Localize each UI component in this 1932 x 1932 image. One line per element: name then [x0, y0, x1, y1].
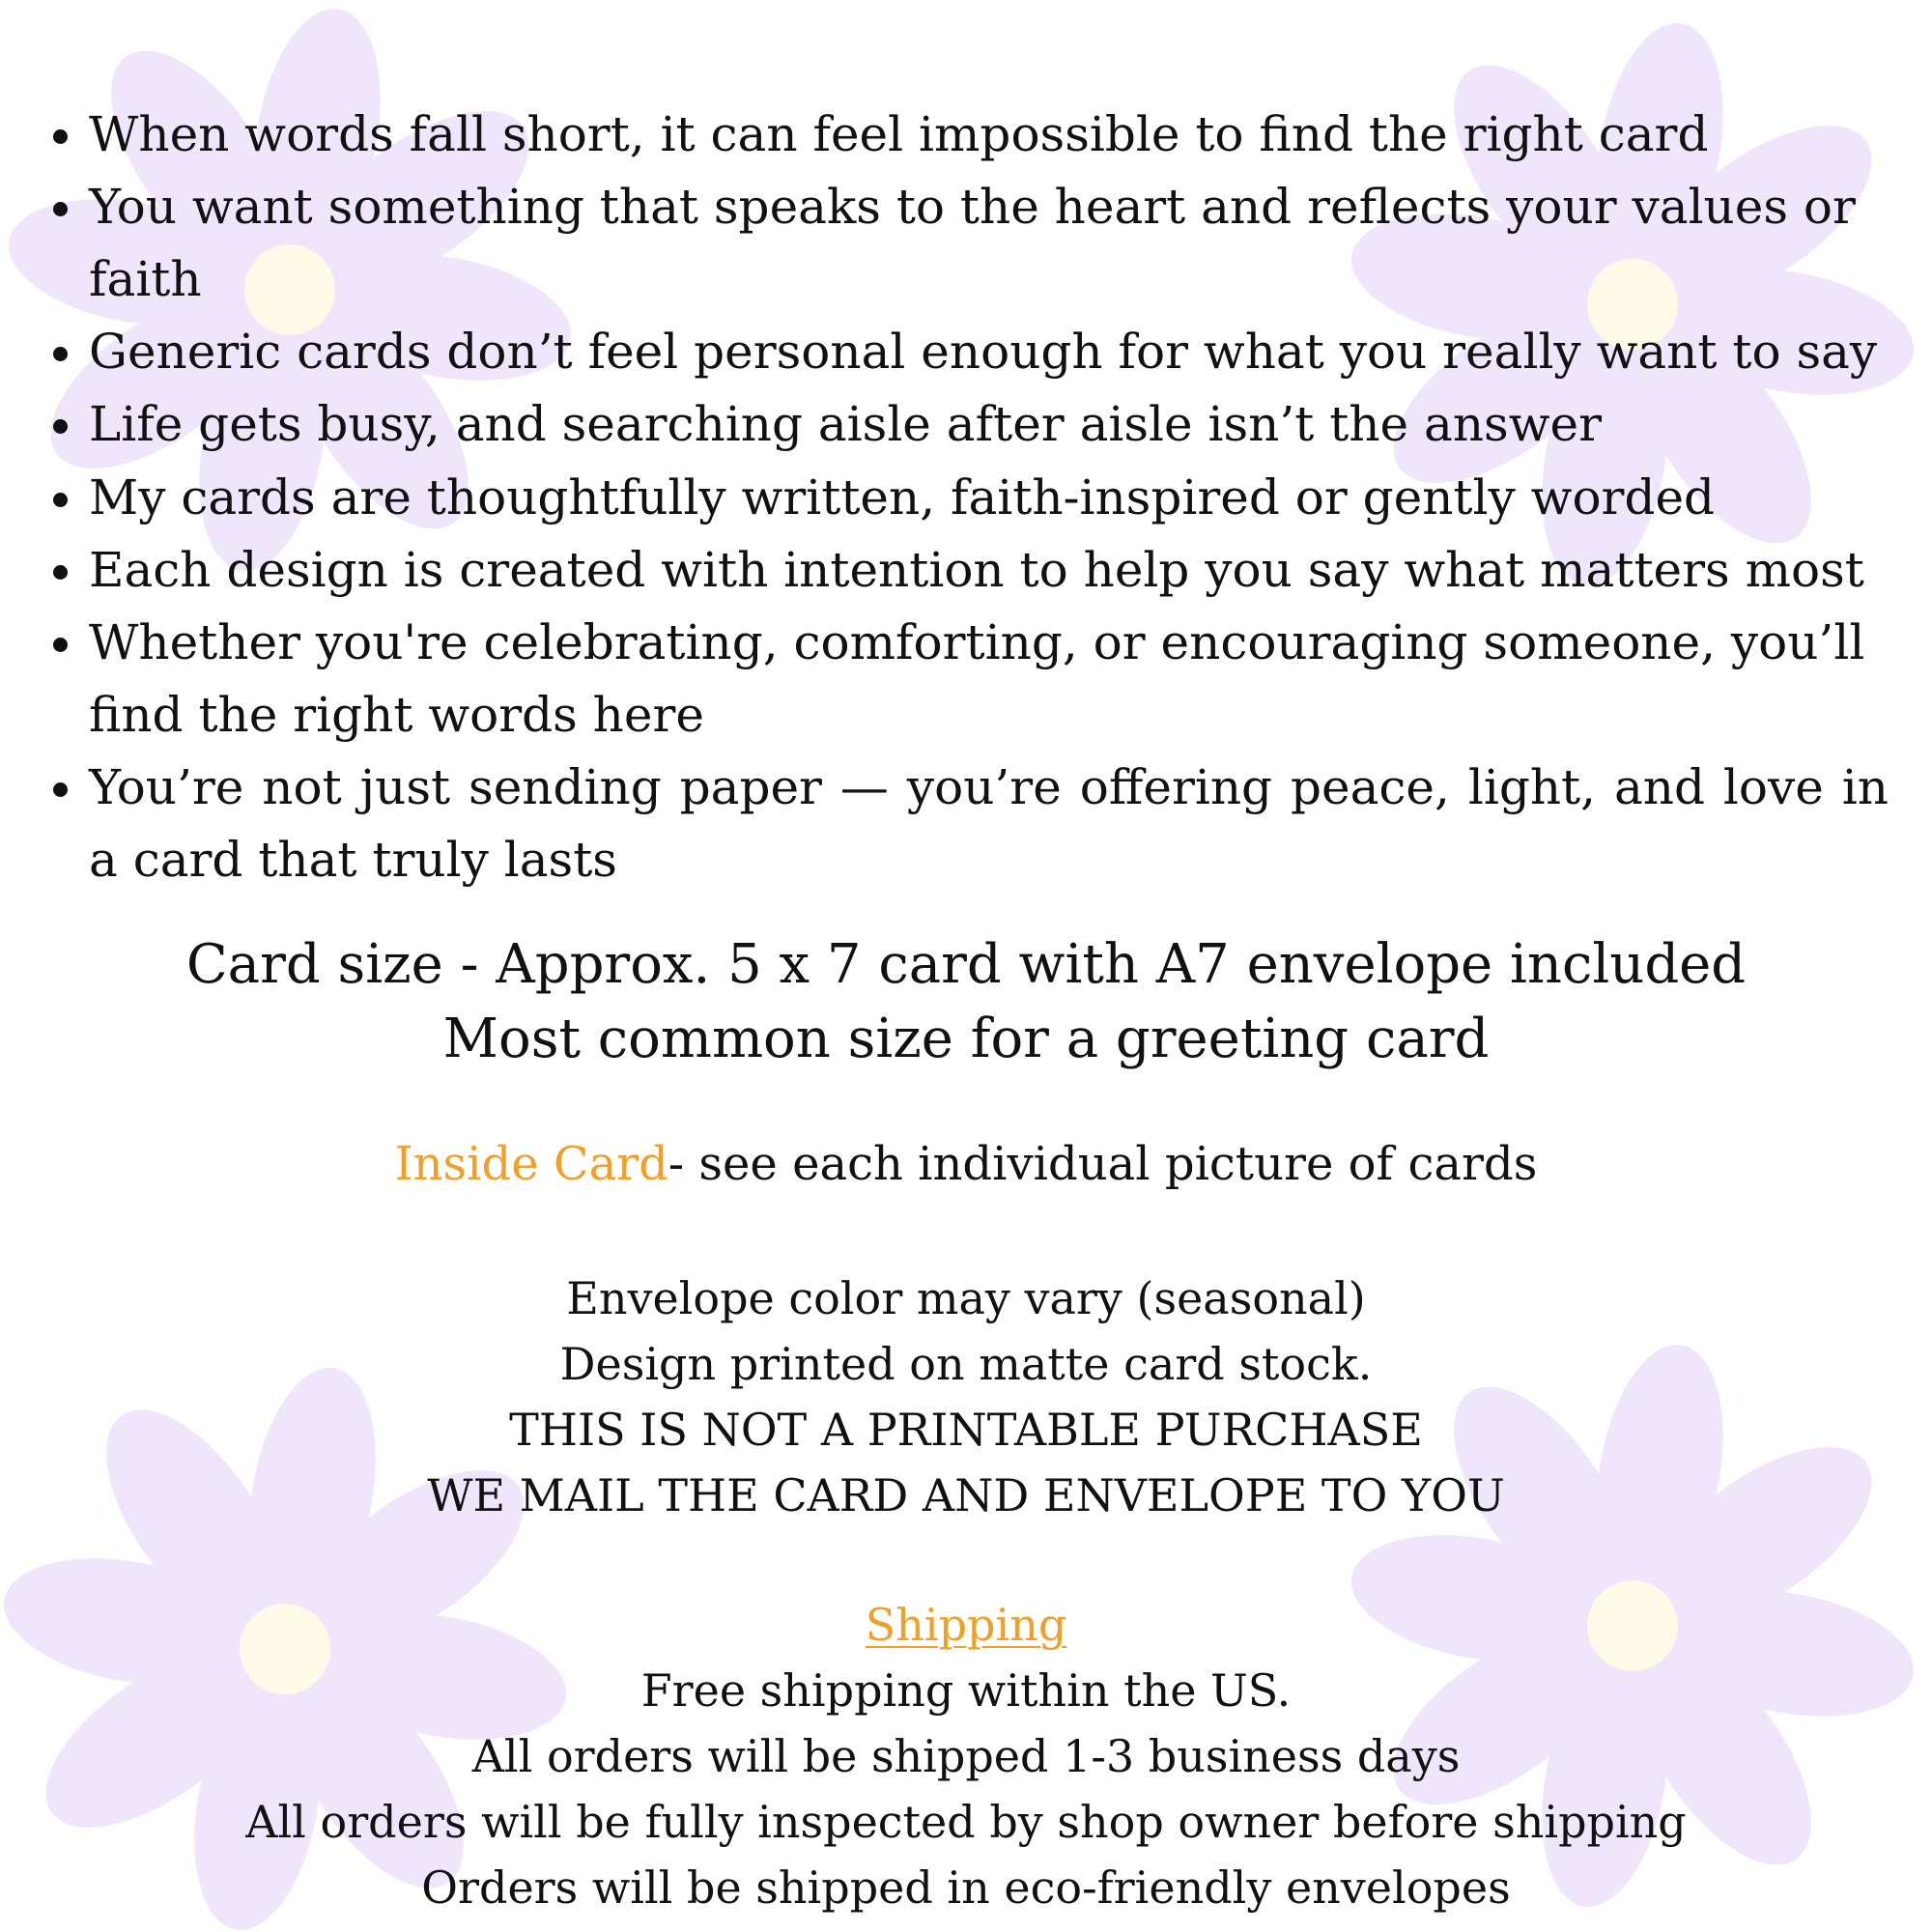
- shipping-line: All orders will be shipped 1-3 business days: [471, 1730, 1461, 1782]
- shipping-line: Free shipping within the US.: [640, 1664, 1292, 1717]
- benefit-item: • You’re not just sending paper — you’re offering peace, light, and love in a card that truly lasts: [89, 752, 1889, 896]
- details-section: [0, 1265, 1932, 1528]
- detail-line: Envelope color may vary (seasonal): [566, 1272, 1366, 1324]
- benefits-list: [48, 462, 1889, 896]
- pain-point-item: • Life gets busy, and searching aisle after aisle isn’t the answer: [89, 388, 1889, 461]
- inside-card-text: - see each individual picture of cards: [668, 1137, 1538, 1191]
- card-size-line: Card size - Approx. 5 x 7 card with A7 envelope included: [185, 933, 1747, 996]
- detail-line: WE MAIL THE CARD AND ENVELOPE TO YOU: [427, 1469, 1505, 1521]
- inside-card-section: [0, 1130, 1932, 1198]
- pain-points-list: [48, 99, 1889, 461]
- shipping-line: Orders will be shipped in eco-friendly envelopes: [421, 1861, 1511, 1914]
- inside-card-label: Inside Card: [394, 1137, 668, 1191]
- card-size-note: Most common size for a greeting card: [442, 1008, 1490, 1070]
- shipping-section: [0, 1592, 1932, 1920]
- shipping-heading: Shipping: [865, 1599, 1067, 1651]
- pain-point-item: • Generic cards don’t feel personal enough for what you really want to say: [89, 316, 1889, 388]
- shipping-line: All orders will be fully inspected by shop owner before shipping: [245, 1796, 1687, 1848]
- pain-point-item: • You want something that speaks to the heart and reflects your values or faith: [89, 171, 1889, 316]
- detail-line: THIS IS NOT A PRINTABLE PURCHASE: [509, 1404, 1423, 1456]
- detail-line: Design printed on matte card stock.: [559, 1338, 1373, 1390]
- pain-point-item: • When words fall short, it can feel impossible to find the right card: [89, 99, 1889, 171]
- card-size-section: [0, 927, 1932, 1076]
- benefit-item: • My cards are thoughtfully written, faith-inspired or gently worded: [89, 462, 1889, 534]
- benefit-item: • Whether you're celebrating, comforting, or encouraging someone, you’ll find the right words here: [89, 607, 1889, 752]
- benefit-item: • Each design is created with intention to help you say what matters most: [89, 534, 1889, 607]
